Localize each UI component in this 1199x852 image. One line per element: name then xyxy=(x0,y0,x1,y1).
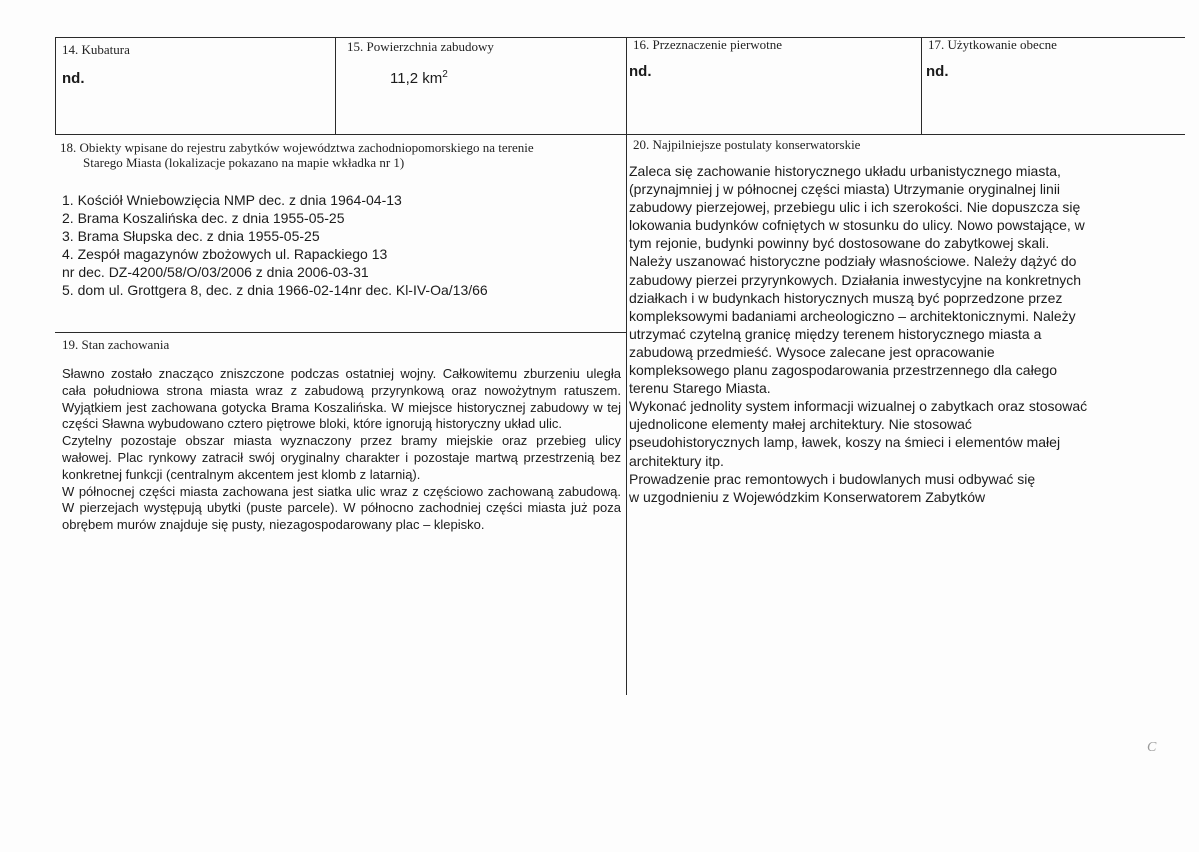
f18-item: 3. Brama Słupska dec. z dnia 1955-05-25 xyxy=(62,228,320,244)
f20-line: lokowania budynków cofniętych w stosunku do ulicy. Nowo powstające, w xyxy=(629,217,1085,234)
f18-list xyxy=(62,191,488,299)
f20-line: Wykonać jednolity system informacji wizualnej o zabytkach oraz stosować xyxy=(629,398,1088,415)
f20-line: zabudową przedmieść. Wysoce zalecane jest opracowanie xyxy=(629,343,995,360)
f15-value-sup: 2 xyxy=(442,69,448,80)
row1-bottom-border xyxy=(55,134,1185,135)
f20-line: architektury itp. xyxy=(629,452,724,469)
f17-label: 17. Użytkowanie obecne xyxy=(928,37,1057,52)
f15-value-text: 11,2 km xyxy=(390,70,443,87)
f20-line: w uzgodnieniu z Wojewódzkim Konserwatorem Zabytków xyxy=(629,488,986,505)
f18-item: 2. Brama Koszalińska dec. z dnia 1955-05-25 xyxy=(62,210,345,226)
f20-line: pseudohistorycznych lamp, ławek, koszy na śmieci i elementów małej xyxy=(629,434,1061,451)
f20-line: Zaleca się zachowanie historycznego układu urbanistycznego miasta, xyxy=(629,163,1061,179)
f19-text xyxy=(62,366,621,534)
f18-item: nr dec. DZ-4200/58/O/03/2006 z dnia 2006-03-31 xyxy=(62,264,369,280)
f19-paragraph: Sławno zostało znacząco zniszczone podczas ostatniej wojny. Całkowitemu zburzeniu uległa cała południowa strona miasta wraz z zabudową przyrynkową oraz nowożytnym ratuszem. Wyjątkiem jest zachowana gotycka Brama Koszalińska. W miejsce historycznej zabudowy w tej części Sławna wybudowano cztero piętrowe bloki, które ignorują historyczny układ ulic. xyxy=(62,366,621,432)
left-border xyxy=(55,37,56,134)
main-divider xyxy=(626,37,627,695)
f20-line: (przynajmniej j w północnej części miasta) Utrzymanie oryginalnej linii xyxy=(629,181,1061,198)
f16-value: nd. xyxy=(629,63,652,80)
f15-label: 15. Powierzchnia zabudowy xyxy=(347,39,494,54)
f20-text xyxy=(629,162,1087,506)
f18-label-line1: 18. Obiekty wpisane do rejestru zabytków województwa zachodniopomorskiego na terenie xyxy=(60,140,534,155)
f17-value: nd. xyxy=(926,63,949,80)
f20-line: utrzymać czytelną granicę między terenem historycznego miasta a xyxy=(629,325,1042,342)
f20-label: 20. Najpilniejsze postulaty konserwatorskie xyxy=(633,137,861,152)
divider-14-15 xyxy=(335,37,336,134)
f20-line: zabudowy pierzei przyrynkowych. Działania inwestycyjne na konkretnych xyxy=(629,271,1082,288)
f18-item: 1. Kościół Wniebowzięcia NMP dec. z dnia 1964-04-13 xyxy=(62,192,402,208)
f14-label: 14. Kubatura xyxy=(62,42,130,57)
f20-line: Należy uszanować historyczne podziały własnościowe. Należy dążyć do xyxy=(629,253,1077,270)
f20-line: działkach i w budynkach historycznych muszą być poprzedzone przez xyxy=(629,289,1063,306)
f14-value: nd. xyxy=(62,70,85,87)
f16-label: 16. Przeznaczenie pierwotne xyxy=(633,37,783,52)
f15-value xyxy=(390,66,448,88)
f20-line: Prowadzenie prac remontowych i budowlanych musi odbywać się xyxy=(629,470,1036,487)
f20-line: kompleksowego planu zagospodarowania przestrzennego dla całego xyxy=(629,362,1058,379)
f18-item: 5. dom ul. Grottgera 8, dec. z dnia 1966-02-14nr dec. Kl-IV-Oa/13/66 xyxy=(62,282,488,298)
f19-top-border xyxy=(55,332,626,333)
f20-line: zabudowy pierzejowej, przebiegu ulic i ich szerokości. Nie dopuszcza się xyxy=(629,199,1081,216)
f20-line: tym rejonie, budynki powinny być dostosowane do zabytkowej skali. xyxy=(629,235,1050,252)
f19-paragraph: Czytelny pozostaje obszar miasta wyznaczony przez bramy miejskie oraz przebieg ulicy wałowej. Plac rynkowy zatracił swój oryginalny charakter i pozostaje martwą przestrzenią bez konkretnej funkcji (centralnym akcentem jest klomb z latarnią). xyxy=(62,433,621,482)
f19-paragraph: W północnej części miasta zachowana jest siatka ulic wraz z częściowo zachowaną zabudową. W pierzejach występują ubytki (puste parcele). W północno zachodniej części miasta już poza obrębem murów znajduje się pusty, niezagospodarowany plac – klepisko. xyxy=(62,483,621,533)
handwritten-mark: C xyxy=(1147,740,1157,755)
f20-line: ujednolicone elementy małej architektury. Nie stosować xyxy=(629,416,972,433)
f18-item: 4. Zespół magazynów zbożowych ul. Rapackiego 13 xyxy=(62,246,388,262)
f20-line: kompleksowymi badaniami archeologiczno – architektonicznymi. Należy xyxy=(629,307,1076,324)
f20-line: terenu Starego Miasta. xyxy=(629,380,771,397)
divider-16-17 xyxy=(921,37,922,134)
f19-label: 19. Stan zachowania xyxy=(62,337,170,352)
f18-label-line2: Starego Miasta (lokalizacje pokazano na mapie wkładka nr 1) xyxy=(83,155,405,170)
